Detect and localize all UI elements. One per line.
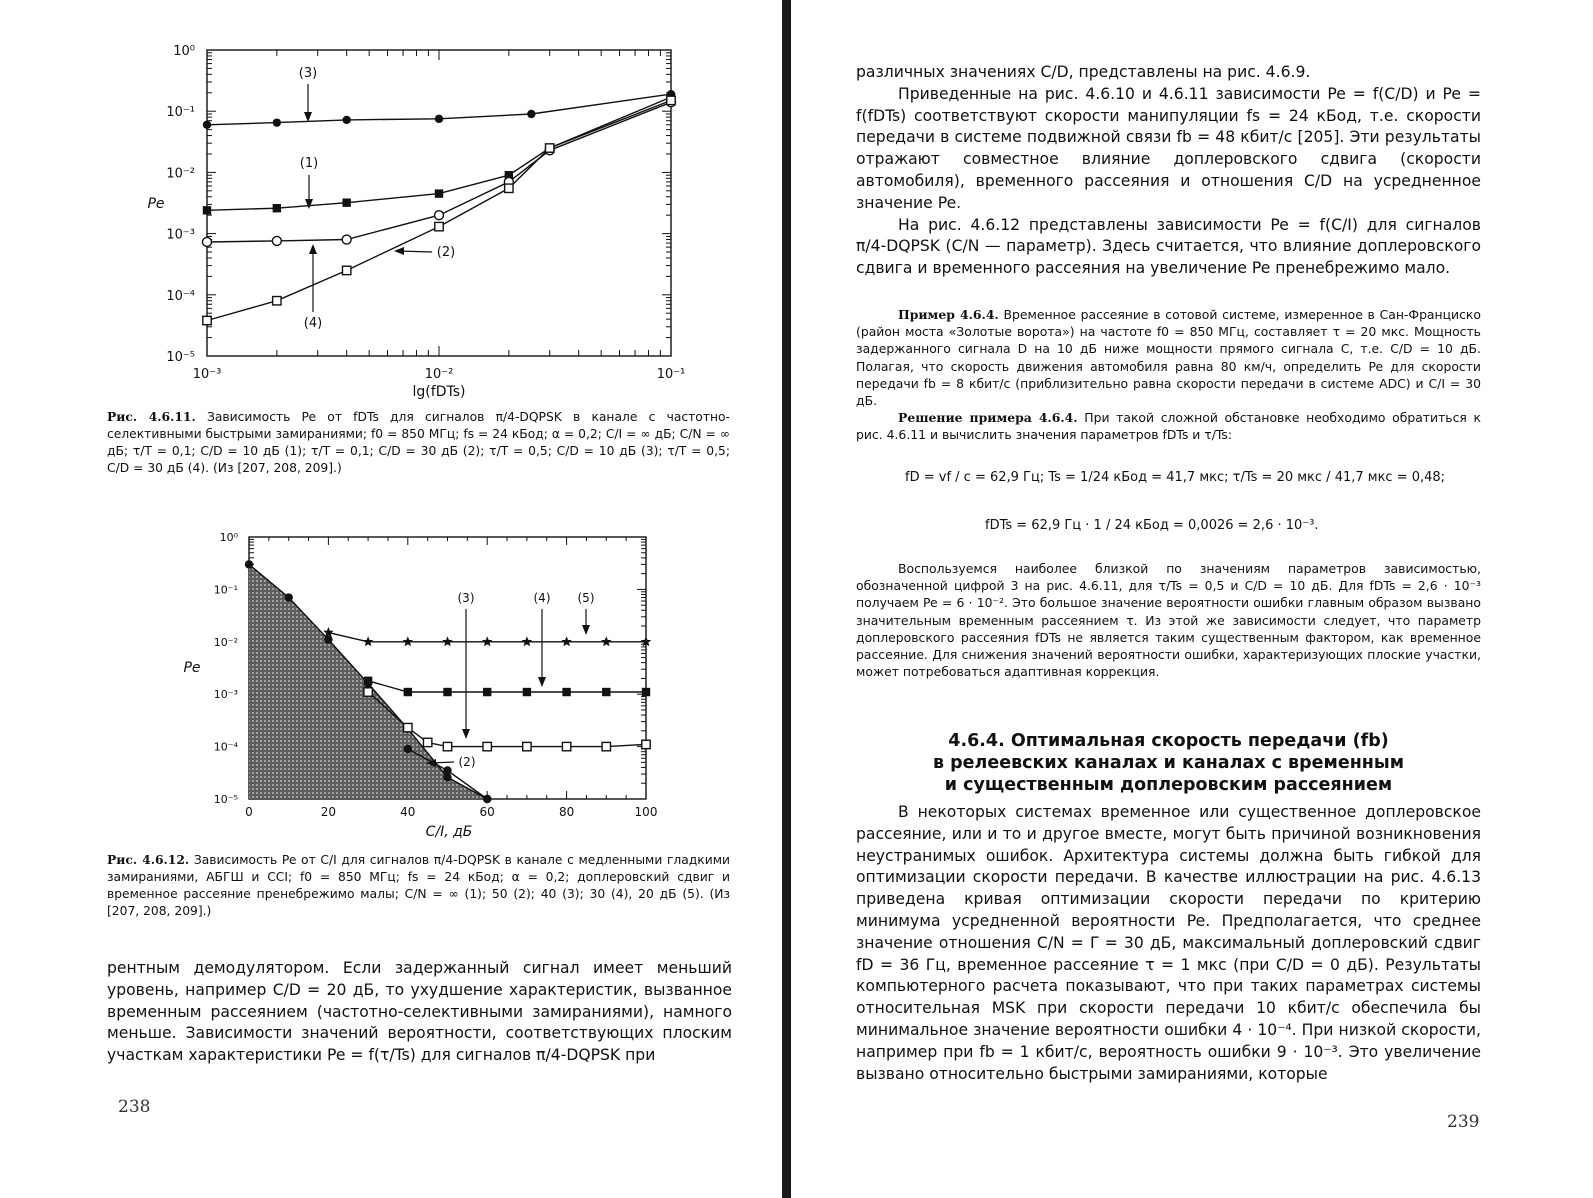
annotation-label: (2) bbox=[458, 755, 476, 769]
x-tick-label: 10⁻² bbox=[424, 367, 454, 382]
x-tick-label: 100 bbox=[634, 805, 658, 819]
page-number: 238 bbox=[118, 1097, 151, 1117]
y-axis-label: Pe bbox=[147, 196, 165, 212]
figure-label: Рис. 4.6.12. bbox=[107, 852, 190, 867]
annotation-label: (1) bbox=[299, 156, 319, 171]
data-point bbox=[562, 742, 570, 750]
data-point bbox=[522, 636, 533, 646]
paragraph: На рис. 4.6.12 представлены зависимости Pe = f(C/I) для сигналов π/4-DQPSK (C/N — параметр). Здесь считается, что влияние доплеровского сдвига и временного рассеяния на увеличение Pe пренебрежимо мало. bbox=[856, 215, 1481, 278]
page-number: 239 bbox=[1447, 1112, 1480, 1132]
y-tick-label: 10⁻¹ bbox=[213, 583, 238, 597]
y-tick-label: 10⁻² bbox=[213, 635, 238, 649]
paragraph: Приведенные на рис. 4.6.10 и 4.6.11 зависимости Pe = f(C/D) и Pe = f(fDTs) соответствуют скорости манипуляции fs = 24 кБод, т.е. скорости передачи в системе подвижной связи fb = 48 кбит/с [205]. Эти результаты отражают совместное влияние доплеровского сдвига (скорости автомобиля), временного рассеяния и отношения C/D на усредненное значение Pe. bbox=[856, 84, 1481, 212]
section-body-text bbox=[856, 802, 1481, 1085]
data-point bbox=[443, 766, 451, 774]
data-point bbox=[483, 688, 491, 696]
solution-paragraph bbox=[856, 409, 1481, 443]
solution-text: При такой сложной обстановке необходимо обратиться к рис. 4.6.11 и вычислить значения параметров fDTs и τ/Ts: bbox=[856, 410, 1481, 443]
data-point bbox=[403, 636, 414, 646]
figure-4-6-12-caption bbox=[107, 851, 730, 920]
data-point bbox=[482, 636, 493, 646]
x-axis-label: lg(fDTs) bbox=[412, 384, 466, 400]
data-point bbox=[443, 742, 451, 750]
annotation-label: (4) bbox=[303, 316, 323, 331]
data-point bbox=[423, 738, 431, 746]
y-tick-label: 10⁰ bbox=[173, 44, 195, 59]
annotation-label: (2) bbox=[436, 245, 456, 260]
paragraph: В некоторых системах временное или существенное доплеровское рассеяние, или и то и другое вместе, могут быть причиной возникновения неустранимых ошибок. Архитектура системы должна быть гибкой для оптимизации скорости передачи. В качестве иллюстрации на рис. 4.6.13 приведена кривая оптимизации скорости передачи по критерию минимума усредненной вероятности Pe. Предполагается, что среднее значение отношения C/N = Γ = 30 дБ, максимальный доплеровский сдвиг fD = 36 Гц, временное рассеяние τ = 1 мкс (при C/D = 0 дБ). Результаты компьютерного расчета показывают, что при таких параметрах системы относительная MSK при скорости передачи 10 кбит/с обеспечила бы минимальное значение вероятности ошибки 4 · 10⁻⁴. При низкой скорости, например при fb = 1 кбит/с, вероятность ошибки 9 · 10⁻³. Это увеличение вызвано относительно быстрыми замираниями, которые bbox=[856, 803, 1481, 1083]
y-tick-label: 10⁻³ bbox=[166, 227, 195, 243]
data-point bbox=[523, 742, 531, 750]
data-point bbox=[443, 688, 451, 696]
data-point bbox=[404, 745, 412, 753]
data-point bbox=[363, 636, 374, 646]
paragraph: Воспользуемся наиболее близкой по значениям параметров зависимостью, обозначенной цифрой 3 на рис. 4.6.11, для τ/Ts = 0,5 и C/D = 10 дБ. Для fDTs = 2,6 · 10⁻³ получаем Pe = 6 · 10⁻². Это большое значение вероятности ошибки главным образом вызвано значительным временным рассеянием τ. Из этой же зависимости следует, что параметр доплеровского рассеяния fDTs не является таким существенным фактором, как временное рассеяние. Для снижения значений вероятности ошибки, характеризующих плоские участки, может потребоваться адаптивная коррекция. bbox=[856, 561, 1481, 680]
data-point bbox=[642, 740, 650, 748]
example-label: Пример 4.6.4. bbox=[898, 307, 999, 322]
data-point bbox=[404, 723, 412, 731]
caption-text: Зависимость Pe от fDTs для сигналов π/4-DQPSK в канале с частотно-селективными быстрыми замираниями; f0 = 850 МГц; fs = 24 кБод; α = 0,2; C/I = ∞ дБ; C/N = ∞ дБ; τ/T = 0,1; C/D = 10 дБ (1); τ/T = 0,1; C/D = 30 дБ (2); τ/T = 0,5; C/D = 10 дБ (3); τ/T = 0,5; C/D = 30 дБ (4). (Из [207, 208, 209].) bbox=[107, 410, 730, 475]
example-paragraph bbox=[856, 306, 1481, 409]
annotation-label: (3) bbox=[298, 66, 318, 81]
solution-label: Решение примера 4.6.4. bbox=[898, 410, 1078, 426]
section-heading bbox=[856, 730, 1481, 796]
example-text: Временное рассеяние в сотовой системе, измеренное в Сан-Франциско (район моста «Золотые ворота») на частоте f0 = 850 МГц, составляет τ = 20 мкс. Мощность задержанного сигнала D на 10 дБ ниже мощности прямого сигнала C, т.е. C/D = 10 дБ. Полагая, что скорость движения автомобиля равна 80 км/ч, определить Pe для скорости передачи fb = 8 кбит/с (приблизительно равна скорости передачи в системе ADC) и C/I = 30 дБ. bbox=[856, 307, 1481, 409]
x-tick-label: 40 bbox=[400, 805, 416, 819]
section-heading-line: 4.6.4. Оптимальная скорость передачи (fb) bbox=[948, 731, 1389, 751]
section-heading-line: и существенным доплеровским рассеянием bbox=[944, 775, 1393, 795]
arrow-head bbox=[462, 729, 470, 739]
caption-text: Зависимость Pe от C/I для сигналов π/4-DQPSK в канале с медленными гладкими замираниями, АБГШ и CCI; f0 = 850 МГц; fs = 24 кБод; α = 0,2; доплеровский сдвиг и временное рассеяние пренебрежимо малы; C/N = ∞ (1); 50 (2); 40 (3); 30 (4), 20 дБ (5). (Из [207, 208, 209].) bbox=[107, 853, 730, 918]
left-page bbox=[0, 0, 775, 1198]
data-point bbox=[483, 742, 491, 750]
figure-4-6-12-chart bbox=[0, 0, 775, 860]
data-point bbox=[601, 636, 612, 646]
annotation-label: (4) bbox=[533, 591, 551, 605]
y-tick-label: 10⁻⁵ bbox=[166, 350, 195, 365]
y-tick-label: 10⁰ bbox=[219, 531, 238, 544]
y-tick-label: 10⁻¹ bbox=[166, 105, 195, 121]
data-point bbox=[364, 688, 372, 696]
paragraph: различных значениях C/D, представлены на рис. 4.6.9. bbox=[856, 63, 1311, 81]
x-tick-label: 10⁻³ bbox=[192, 367, 222, 382]
data-point bbox=[245, 560, 253, 568]
data-point bbox=[364, 677, 372, 685]
y-tick-label: 10⁻³ bbox=[213, 688, 238, 702]
data-point bbox=[442, 636, 453, 646]
right-page bbox=[800, 0, 1593, 1198]
y-tick-label: 10⁻⁴ bbox=[166, 288, 195, 304]
example-block bbox=[856, 306, 1481, 444]
x-axis-label: C/I, дБ bbox=[425, 824, 473, 840]
data-point bbox=[523, 688, 531, 696]
right-body-text bbox=[856, 62, 1481, 280]
solution-continued-block bbox=[856, 560, 1481, 680]
x-tick-label: 20 bbox=[320, 805, 337, 819]
annotation-label: (3) bbox=[457, 591, 475, 605]
paragraph: рентным демодулятором. Если задержанный сигнал имеет меньший уровень, например C/D = 20 дБ, то ухудшение характеристик, вызванное временным рассеянием (частотно-селективными замираниями), намного меньше. Зависимости значений вероятности, соответствующих плоским участкам характеристики Pe = f(τ/Ts) для сигналов π/4-DQPSK при bbox=[107, 959, 732, 1065]
data-point bbox=[483, 795, 491, 803]
y-tick-label: 10⁻² bbox=[166, 166, 195, 182]
annotation-label: (5) bbox=[577, 591, 595, 605]
book-spine bbox=[775, 0, 800, 1198]
arrow-head bbox=[582, 625, 590, 635]
equation-2: fDTs = 62,9 Гц · 1 / 24 кБод = 0,0026 = 2,6 · 10⁻³. bbox=[985, 518, 1319, 533]
x-tick-label: 60 bbox=[479, 805, 495, 819]
data-point bbox=[285, 593, 293, 601]
arrow-head bbox=[538, 677, 546, 687]
data-point bbox=[561, 636, 572, 646]
left-body-text bbox=[107, 958, 732, 1067]
data-point bbox=[602, 742, 610, 750]
data-point bbox=[642, 688, 650, 696]
section-heading-line: в релеевских каналах и каналах с временным bbox=[932, 753, 1405, 773]
y-tick-label: 10⁻⁴ bbox=[213, 740, 238, 754]
x-tick-label: 80 bbox=[558, 805, 575, 819]
data-point bbox=[562, 688, 570, 696]
x-tick-label: 0 bbox=[245, 805, 253, 819]
y-axis-label: Pe bbox=[183, 660, 201, 676]
x-tick-label: 10⁻¹ bbox=[656, 367, 686, 382]
figure-label: Рис. 4.6.11. bbox=[107, 409, 196, 424]
data-point bbox=[404, 688, 412, 696]
data-point bbox=[602, 688, 610, 696]
equation-1: fD = vf / c = 62,9 Гц; Ts = 1/24 кБод = 41,7 мкс; τ/Ts = 20 мкс / 41,7 мкс = 0,48; bbox=[905, 470, 1446, 485]
y-tick-label: 10⁻⁵ bbox=[213, 793, 238, 806]
